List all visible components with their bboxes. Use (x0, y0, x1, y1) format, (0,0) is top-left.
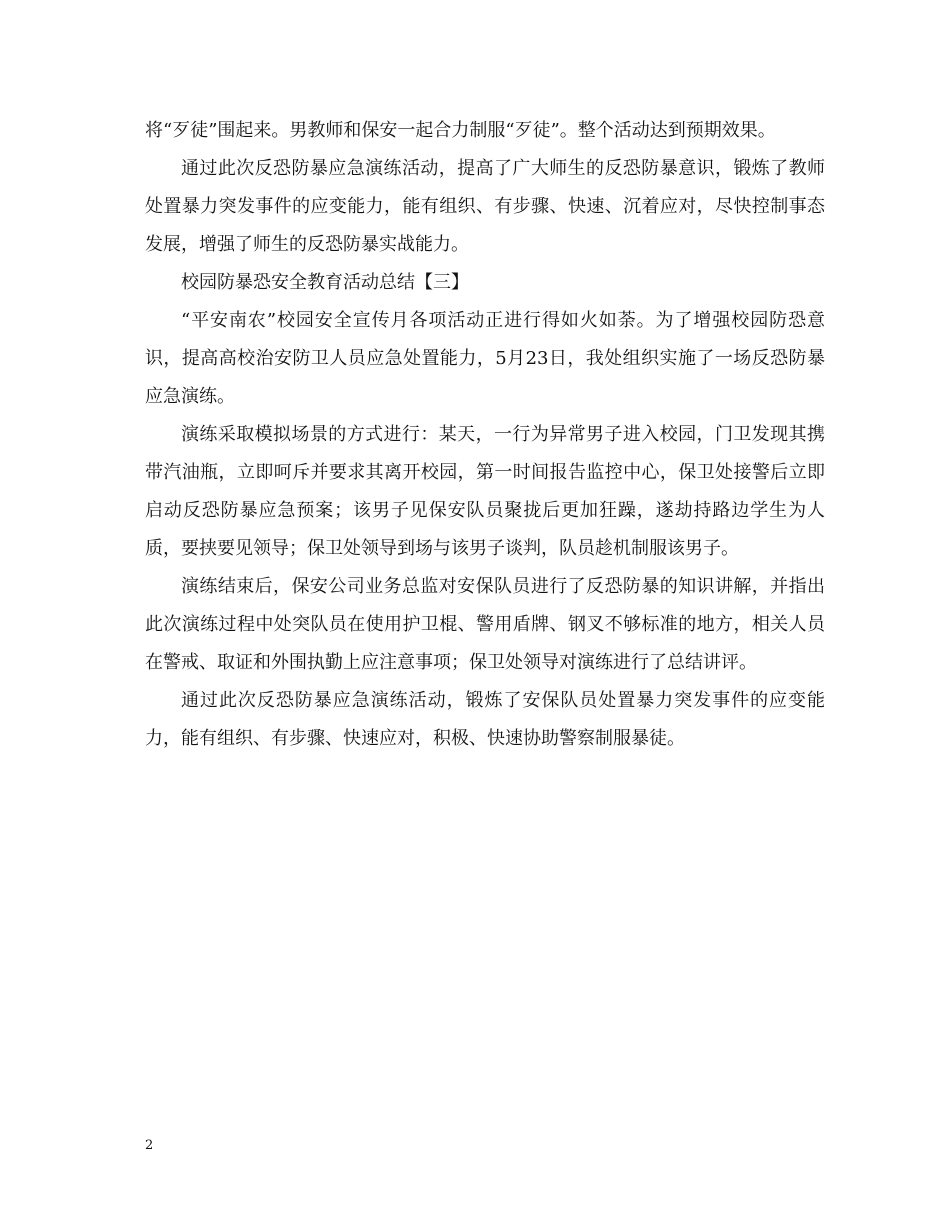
paragraph-6: 通过此次反恐防暴应急演练活动，锻炼了安保队员处置暴力突发事件的应变能力，能有组织、有步骤、快速应对，积极、快速协助警察制服暴徒。 (145, 690, 825, 749)
paragraph-2: 通过此次反恐防暴应急演练活动，提高了广大师生的反恐防暴意识，锻炼了教师处置暴力突发事件的应变能力，能有组织、有步骤、快速、沉着应对，尽快控制事态发展，增强了师生的反恐防暴实战能力。 (145, 158, 825, 255)
paragraph-1: 将“歹徒”围起来。男教师和保安一起合力制服“歹徒”。整个活动达到预期效果。 (145, 120, 776, 141)
paragraph-5: 演练结束后，保安公司业务总监对安保队员进行了反恐防暴的知识讲解，并指出此次演练过程中处突队员在使用护卫棍、警用盾牌、钢叉不够标准的地方，相关人员在警戒、取证和外围执勤上应注意事项；保卫处领导对演练进行了总结讲评。 (145, 576, 825, 673)
paragraph-4: 演练采取模拟场景的方式进行：某天，一行为异常男子进入校园，门卫发现其携带汽油瓶，立即呵斥并要求其离开校园，第一时间报告监控中心，保卫处接警后立即启动反恐防暴应急预案；该男子见保安队员聚拢后更加狂躁，遂劫持路边学生为人质，要挟要见领导；保卫处领导到场与该男子谈判，队员趁机制服该男子。 (145, 424, 825, 559)
paragraph-3: “平安南农”校园安全宣传月各项活动正进行得如火如荼。为了增强校园防恐意识，提高高校治安防卫人员应急处置能力，5月23日，我处组织实施了一场反恐防暴应急演练。 (145, 310, 825, 407)
section-heading: 校园防暴恐安全教育活动总结【三】 (181, 272, 469, 293)
page-number: 2 (145, 1138, 154, 1153)
document-body (145, 112, 825, 758)
